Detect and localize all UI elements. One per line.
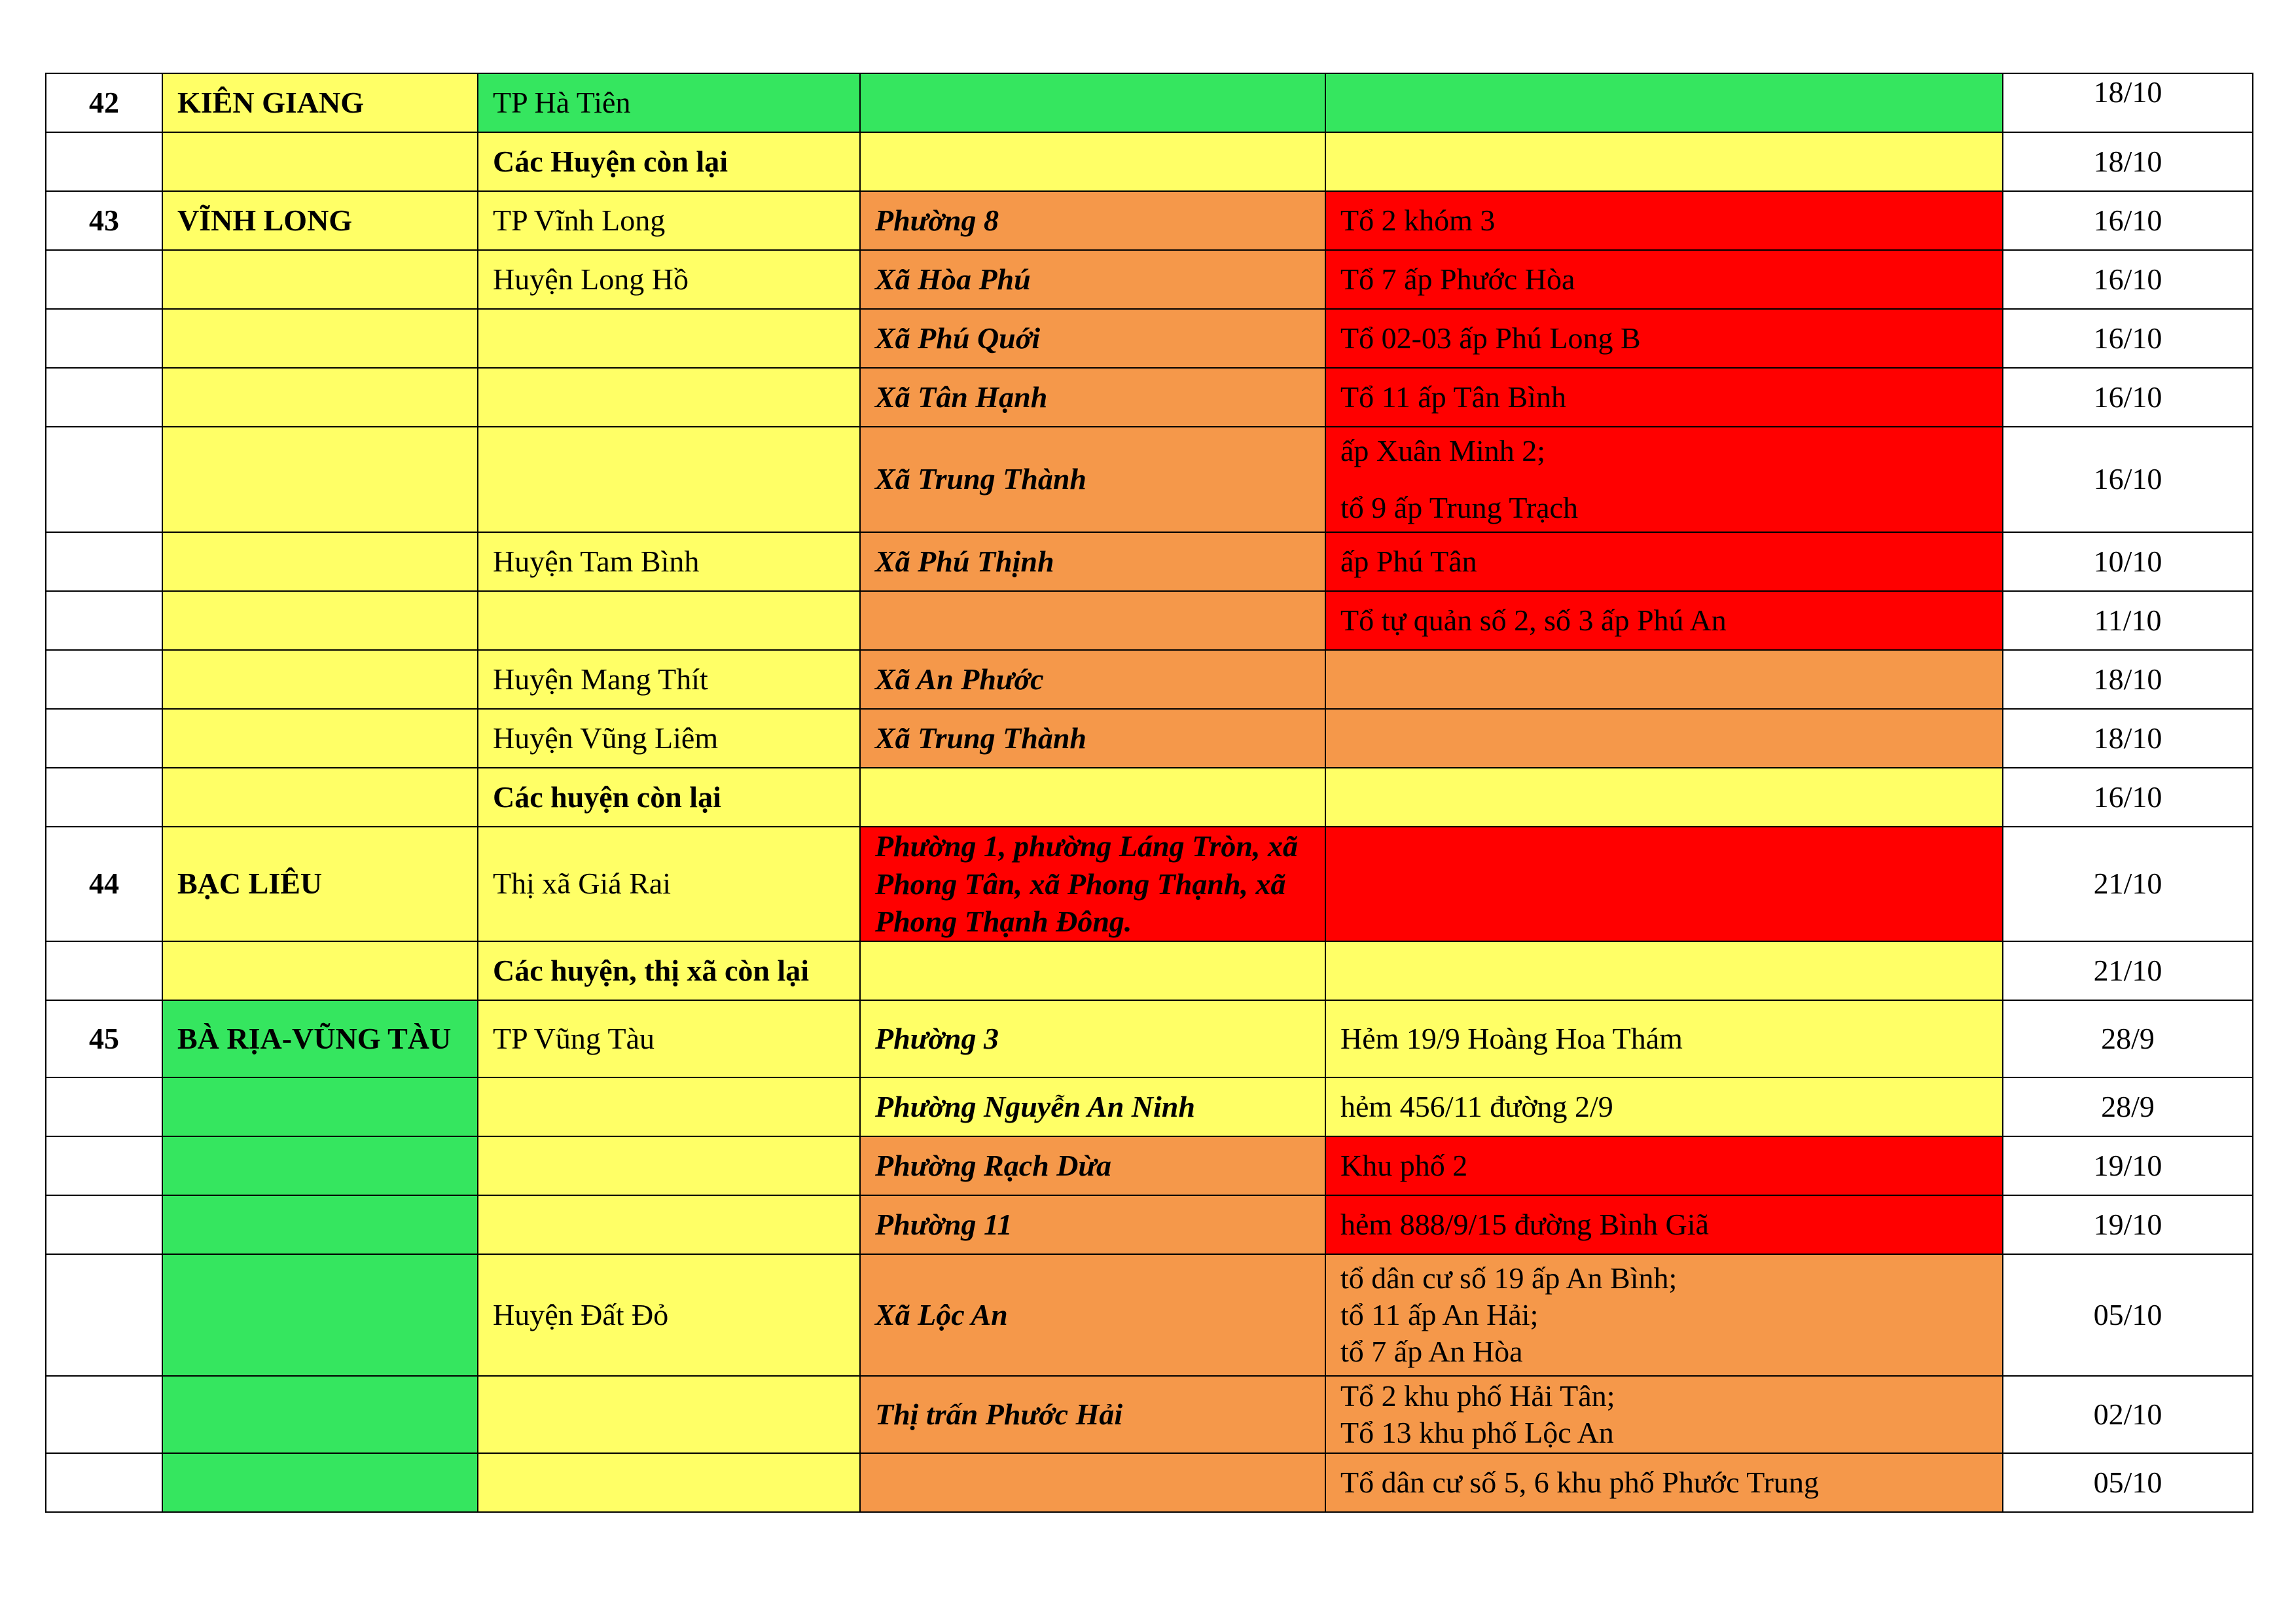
row-number <box>46 1376 162 1453</box>
district-cell: Huyện Long Hồ <box>478 250 860 309</box>
regional-risk-table <box>45 73 2253 1513</box>
ward-cell <box>860 1453 1325 1512</box>
province-cell <box>162 532 478 591</box>
row-number <box>46 427 162 532</box>
ward-cell: Phường 1, phường Láng Tròn, xã Phong Tân, xã Phong Thạnh, xã Phong Thạnh Đông. <box>860 827 1325 941</box>
table-row <box>46 250 2253 309</box>
row-number <box>46 1453 162 1512</box>
table-row <box>46 591 2253 650</box>
table-row <box>46 1376 2253 1453</box>
table-row <box>46 1136 2253 1195</box>
date-cell: 05/10 <box>2003 1254 2253 1376</box>
province-cell: BÀ RỊA-VŨNG TÀU <box>162 1000 478 1077</box>
province-cell <box>162 591 478 650</box>
ward-cell: Phường 8 <box>860 191 1325 250</box>
detail-line: tổ 11 ấp An Hải; <box>1340 1297 1539 1331</box>
date-cell: 16/10 <box>2003 368 2253 427</box>
row-number: 42 <box>46 73 162 132</box>
row-number: 44 <box>46 827 162 941</box>
district-cell: Các Huyện còn lại <box>478 132 860 191</box>
detail-cell: Tổ 2 khóm 3 <box>1325 191 2003 250</box>
detail-line: tổ 9 ấp Trung Trạch <box>1340 490 1578 524</box>
table-row <box>46 709 2253 768</box>
province-cell <box>162 709 478 768</box>
row-number <box>46 132 162 191</box>
detail-cell <box>1325 709 2003 768</box>
detail-cell <box>1325 1254 2003 1376</box>
district-cell: TP Vũng Tàu <box>478 1000 860 1077</box>
district-cell: TP Vĩnh Long <box>478 191 860 250</box>
province-cell <box>162 1376 478 1453</box>
detail-cell: Tổ 02-03 ấp Phú Long B <box>1325 309 2003 368</box>
detail-cell: Tổ 11 ấp Tân Bình <box>1325 368 2003 427</box>
date-cell: 11/10 <box>2003 591 2253 650</box>
row-number <box>46 1077 162 1136</box>
province-cell <box>162 1136 478 1195</box>
ward-cell: Xã Hòa Phú <box>860 250 1325 309</box>
date-cell: 16/10 <box>2003 309 2253 368</box>
ward-cell <box>860 768 1325 827</box>
row-number <box>46 1254 162 1376</box>
district-cell: Các huyện, thị xã còn lại <box>478 941 860 1000</box>
detail-cell: hẻm 456/11 đường 2/9 <box>1325 1077 2003 1136</box>
province-cell <box>162 768 478 827</box>
date-cell: 19/10 <box>2003 1136 2253 1195</box>
detail-cell <box>1325 768 2003 827</box>
table-row <box>46 1453 2253 1512</box>
date-cell: 21/10 <box>2003 827 2253 941</box>
province-cell <box>162 132 478 191</box>
row-number: 43 <box>46 191 162 250</box>
ward-cell: Xã Tân Hạnh <box>860 368 1325 427</box>
province-cell: KIÊN GIANG <box>162 73 478 132</box>
date-cell: 18/10 <box>2003 709 2253 768</box>
detail-line: Tổ 2 khu phố Hải Tân; <box>1340 1379 1615 1413</box>
date-cell: 21/10 <box>2003 941 2253 1000</box>
district-cell <box>478 427 860 532</box>
table-row <box>46 73 2253 132</box>
table-row <box>46 941 2253 1000</box>
province-cell <box>162 309 478 368</box>
table-row <box>46 650 2253 709</box>
detail-cell: Tổ dân cư số 5, 6 khu phố Phước Trung <box>1325 1453 2003 1512</box>
ward-cell <box>860 132 1325 191</box>
district-cell: Huyện Tam Bình <box>478 532 860 591</box>
ward-cell: Xã Phú Thịnh <box>860 532 1325 591</box>
district-cell <box>478 1453 860 1512</box>
district-cell: Các huyện còn lại <box>478 768 860 827</box>
ward-cell: Xã Phú Quới <box>860 309 1325 368</box>
district-cell: Huyện Mang Thít <box>478 650 860 709</box>
district-cell <box>478 309 860 368</box>
table-row <box>46 427 2253 532</box>
ward-cell: Xã An Phước <box>860 650 1325 709</box>
ward-cell <box>860 591 1325 650</box>
province-cell <box>162 1195 478 1254</box>
province-cell <box>162 1254 478 1376</box>
row-number <box>46 1136 162 1195</box>
district-cell <box>478 368 860 427</box>
detail-line: ấp Xuân Minh 2; <box>1340 434 1546 468</box>
row-number <box>46 309 162 368</box>
row-number: 45 <box>46 1000 162 1077</box>
detail-cell: Tổ tự quản số 2, số 3 ấp Phú An <box>1325 591 2003 650</box>
detail-cell <box>1325 650 2003 709</box>
district-cell: Huyện Vũng Liêm <box>478 709 860 768</box>
detail-cell <box>1325 941 2003 1000</box>
date-cell: 18/10 <box>2003 73 2253 132</box>
date-cell: 10/10 <box>2003 532 2253 591</box>
table-row <box>46 532 2253 591</box>
province-cell <box>162 1453 478 1512</box>
province-cell: VĨNH LONG <box>162 191 478 250</box>
date-cell: 02/10 <box>2003 1376 2253 1453</box>
row-number <box>46 1195 162 1254</box>
date-cell: 16/10 <box>2003 427 2253 532</box>
ward-cell <box>860 73 1325 132</box>
row-number <box>46 532 162 591</box>
district-cell <box>478 1077 860 1136</box>
ward-cell <box>860 941 1325 1000</box>
detail-cell <box>1325 132 2003 191</box>
district-cell: Huyện Đất Đỏ <box>478 1254 860 1376</box>
detail-line: Tổ 13 khu phố Lộc An <box>1340 1416 1614 1449</box>
row-number <box>46 941 162 1000</box>
date-cell: 16/10 <box>2003 768 2253 827</box>
date-cell: 05/10 <box>2003 1453 2253 1512</box>
detail-cell <box>1325 427 2003 532</box>
detail-cell: Tổ 7 ấp Phước Hòa <box>1325 250 2003 309</box>
table-row <box>46 1077 2253 1136</box>
ward-cell: Thị trấn Phước Hải <box>860 1376 1325 1453</box>
date-cell: 16/10 <box>2003 191 2253 250</box>
date-cell: 28/9 <box>2003 1077 2253 1136</box>
table-row <box>46 191 2253 250</box>
province-cell: BẠC LIÊU <box>162 827 478 941</box>
table-row <box>46 768 2253 827</box>
district-cell <box>478 1376 860 1453</box>
detail-cell: Hẻm 19/9 Hoàng Hoa Thám <box>1325 1000 2003 1077</box>
detail-line: tổ 7 ấp An Hòa <box>1340 1335 1523 1369</box>
date-cell: 19/10 <box>2003 1195 2253 1254</box>
detail-cell <box>1325 1376 2003 1453</box>
ward-cell: Xã Lộc An <box>860 1254 1325 1376</box>
province-cell <box>162 250 478 309</box>
row-number <box>46 250 162 309</box>
ward-cell: Phường Nguyễn An Ninh <box>860 1077 1325 1136</box>
district-cell <box>478 591 860 650</box>
row-number <box>46 591 162 650</box>
ward-cell: Phường 11 <box>860 1195 1325 1254</box>
detail-cell: ấp Phú Tân <box>1325 532 2003 591</box>
table-row <box>46 1195 2253 1254</box>
detail-line: tổ dân cư số 19 ấp An Bình; <box>1340 1261 1677 1295</box>
district-cell <box>478 1195 860 1254</box>
province-cell <box>162 368 478 427</box>
date-cell: 18/10 <box>2003 650 2253 709</box>
row-number <box>46 709 162 768</box>
province-cell <box>162 1077 478 1136</box>
ward-cell: Xã Trung Thành <box>860 709 1325 768</box>
table-row <box>46 1000 2253 1077</box>
table-row <box>46 132 2253 191</box>
detail-cell: hẻm 888/9/15 đường Bình Giã <box>1325 1195 2003 1254</box>
date-cell: 16/10 <box>2003 250 2253 309</box>
ward-cell: Phường Rạch Dừa <box>860 1136 1325 1195</box>
district-cell: TP Hà Tiên <box>478 73 860 132</box>
date-cell: 28/9 <box>2003 1000 2253 1077</box>
district-cell <box>478 1136 860 1195</box>
date-cell: 18/10 <box>2003 132 2253 191</box>
table-row <box>46 309 2253 368</box>
province-cell <box>162 941 478 1000</box>
district-cell: Thị xã Giá Rai <box>478 827 860 941</box>
table-row <box>46 1254 2253 1376</box>
detail-cell <box>1325 73 2003 132</box>
detail-cell: Khu phố 2 <box>1325 1136 2003 1195</box>
table-row <box>46 827 2253 941</box>
table-row <box>46 368 2253 427</box>
province-cell <box>162 427 478 532</box>
ward-cell: Phường 3 <box>860 1000 1325 1077</box>
row-number <box>46 368 162 427</box>
province-cell <box>162 650 478 709</box>
row-number <box>46 768 162 827</box>
row-number <box>46 650 162 709</box>
detail-cell <box>1325 827 2003 941</box>
ward-cell: Xã Trung Thành <box>860 427 1325 532</box>
